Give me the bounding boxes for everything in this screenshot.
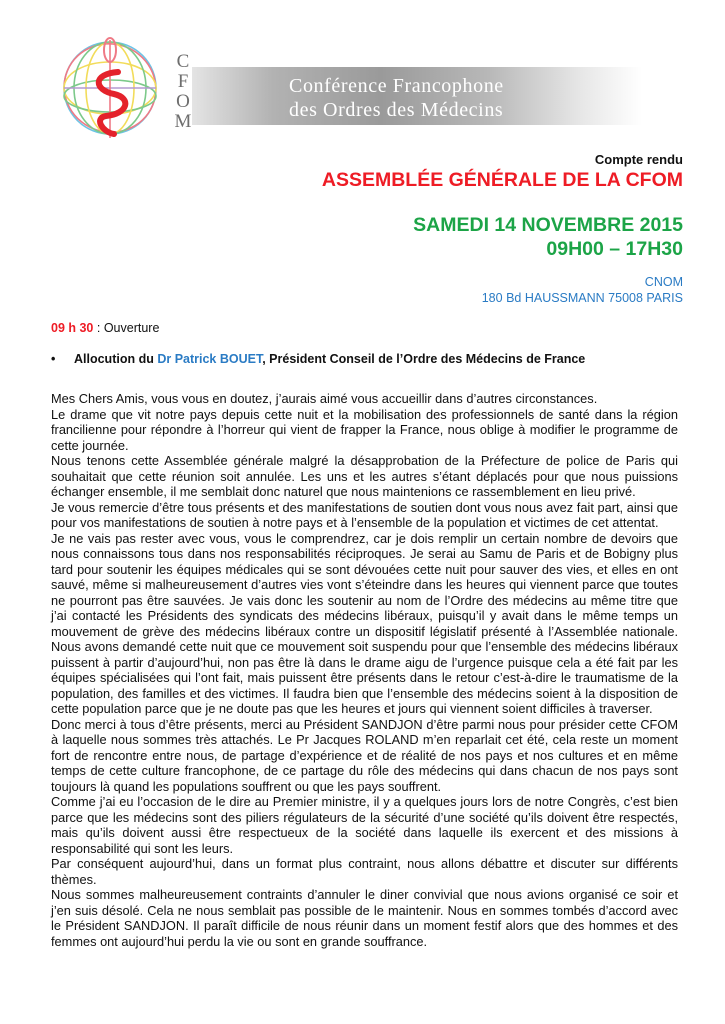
cfom-globe-caduceus-logo-icon bbox=[52, 36, 170, 140]
banner-line-2: des Ordres des Médecins bbox=[289, 99, 504, 121]
cfom-vertical-letters bbox=[172, 52, 194, 132]
speaker-name: Dr Patrick BOUET bbox=[157, 352, 263, 366]
document-kicker: Compte rendu bbox=[594, 152, 683, 167]
agenda-opening bbox=[51, 321, 159, 335]
logo-letter: F bbox=[177, 71, 189, 92]
event-time: 09H00 – 17H30 bbox=[546, 238, 683, 260]
paragraph: Je ne vais pas rester avec vous, vous le comprendrez, car je dois remplir un certain nombre de devoirs que nous connaissons tous dans nos responsabilités réciproques. Je serai au Samu de Paris et de Bobigny plus tard pour soutenir les équipes médicales qui se sont dévouées cette nuit pour sauver des vies, et elles en ont sauvé, même si malheureusement d’autres vies vont s’éteindre dans les heures qui viennent parce que toutes ne pourront pas être sauvées. Je vais donc les soutenir au nom de l’Ordre des médecins au même titre que j’ai contacté les Présidents des syndicats des médecins libéraux, puisqu’il y avait dans le même temps un mouvement de grève des médecins libéraux contre un dispositif législatif présenté à l’Assemblée nationale. Nous avons demandé cette nuit que ce mouvement soit suspendu pour que l’ensemble des médecins libéraux puissent à partir d’aujourd’hui, non pas être là dans le drame aigu de l’urgence puisque cela a été fait par les équipes spécialisées qui l’ont fait, mais puissent être présents dans le retour c’est-à-dire le traumatisme de la population, des familles et des victimes. Il faudra bien que l’ensemble des médecins soient à la disposition de cette population parce que je ne doute pas que les heures et jours qui viennent soient difficiles à traverser. bbox=[51, 530, 678, 716]
speaker-role: , Président Conseil de l’Ordre des Médecins de France bbox=[262, 352, 586, 366]
event-date: SAMEDI 14 NOVEMBRE 2015 bbox=[413, 214, 683, 236]
venue-name: CNOM bbox=[644, 275, 683, 289]
paragraph: Nous tenons cette Assemblée générale malgré la désapprobation de la Préfecture de police de Paris qui souhaitait que cette réunion soit annulée. Les uns et les autres s’étant déplacés pour que nous puissions échanger ensemble, il me semblait donc naturel que nous maintenions ce rassemblement en lieu privé. bbox=[51, 453, 678, 499]
organization-banner bbox=[192, 67, 642, 125]
opening-separator: : bbox=[93, 321, 104, 335]
paragraph: Donc merci à tous d’être présents, merci au Président SANDJON d’être parmi nous pour présider cette CFOM à laquelle nous sommes très attachés. Le Pr Jacques ROLAND m’en reparlait cet été, cela reste un moment fort de rencontre entre nous, de partage d’expérience et de réalité de nos pays et nos cultures et en même temps de cette culture francophone, de ce partage du rôle des médecins qui dans chacun de nos pays sont toujours là quand les populations souffrent ou que les pays souffrent. bbox=[51, 716, 678, 794]
allocution-prefix: Allocution du bbox=[74, 352, 158, 366]
opening-time: 09 h 30 bbox=[51, 321, 94, 335]
venue-block bbox=[482, 274, 683, 306]
opening-label: Ouverture bbox=[103, 321, 160, 335]
paragraph: Par conséquent aujourd’hui, dans un format plus contraint, nous allons débattre et discuter sur différents thèmes. bbox=[51, 856, 678, 887]
paragraph: Comme j’ai eu l’occasion de le dire au Premier ministre, il y a quelques jours lors de notre Congrès, c’est bien parce que les médecins sont des piliers régulateurs de la sécurité d’une société qu’ils doivent être respectés, mais qu’ils doivent aussi être respectueux de la société dans laquelle ils exercent et des missions à responsabilité qui sont les leurs. bbox=[51, 794, 678, 856]
paragraph: Le drame que vit notre pays depuis cette nuit et la mobilisation des professionnels de santé dans la région francilienne pour répondre à l’horreur qui vient de frapper la France, nous oblige à modifier le programme de cette journée. bbox=[51, 406, 678, 453]
document-header bbox=[0, 0, 725, 145]
paragraph: Je vous remercie d’être tous présents et des manifestations de soutien dont vous nous avez fait part, ainsi que pour vos manifestations de soutien à notre pays et à l’ensemble de la population et victimes de cet attentat. bbox=[51, 499, 678, 530]
logo-letter: M bbox=[174, 111, 192, 132]
paragraph: Mes Chers Amis, vous vous en doutez, j’aurais aimé vous accueillir dans d’autres circonstances. bbox=[51, 391, 598, 406]
logo-letter: O bbox=[176, 91, 190, 112]
document-title: ASSEMBLÉE GÉNÉRALE DE LA CFOM bbox=[321, 169, 683, 191]
logo-letter: C bbox=[176, 51, 190, 72]
paragraph: Nous sommes malheureusement contraints d’annuler le diner convivial que nous avions organisé ce soir et j’en suis désolé. Cela ne nous semblait pas possible de le maintenir. Nous en sommes tombés d’accord avec le Président SANDJON. Il paraît difficile de nous réunir dans un moment festif alors que des hommes et des femmes ont aujourd’hui perdu la vie ou sont en grande souffrance. bbox=[51, 887, 678, 949]
organization-name bbox=[289, 74, 504, 122]
agenda-allocution-item bbox=[51, 352, 585, 366]
event-date-block bbox=[413, 213, 683, 261]
speech-body bbox=[51, 391, 678, 949]
banner-line-1: Conférence Francophone bbox=[289, 75, 504, 97]
venue-address: 180 Bd HAUSSMANN 75008 PARIS bbox=[481, 291, 683, 305]
bullet-icon: • bbox=[51, 352, 56, 366]
